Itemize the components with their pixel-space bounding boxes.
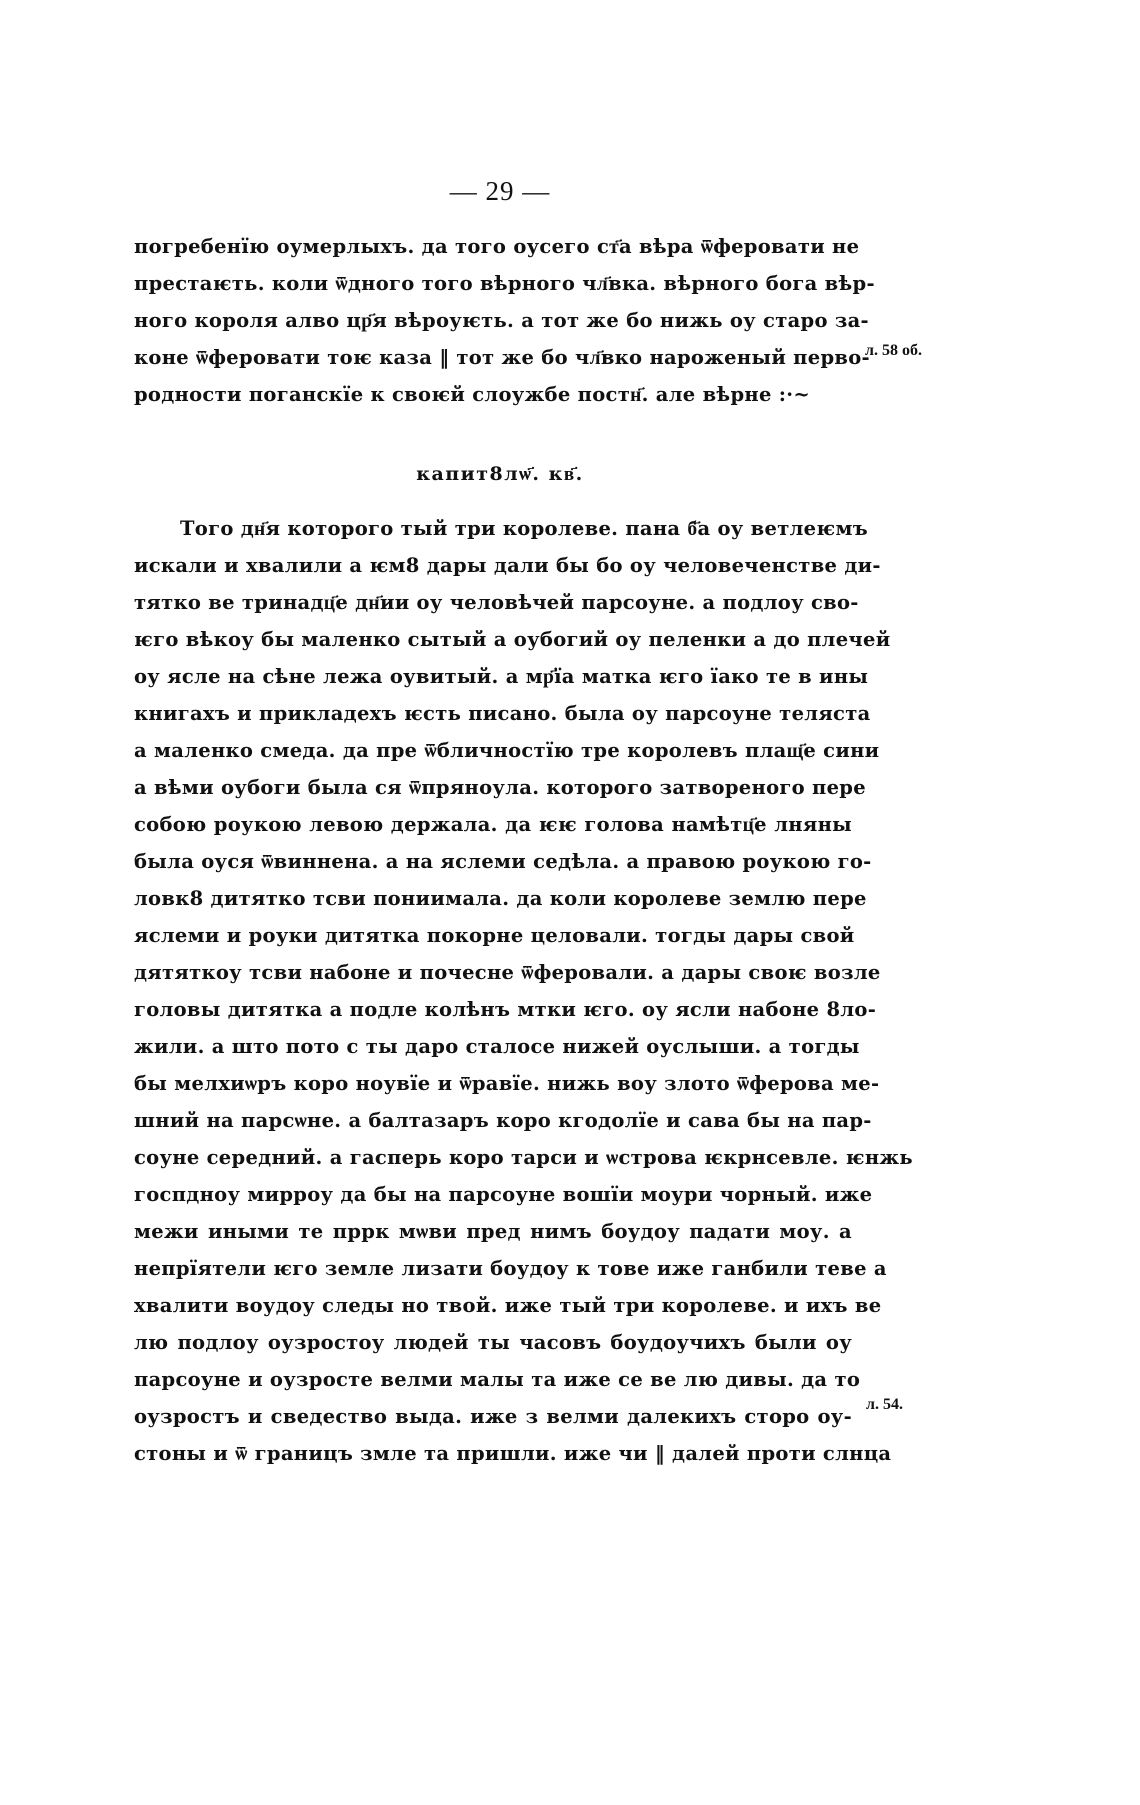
- text-line: парсоуне и оузросте велми малы та иже се ве лю дивы. да то: [134, 1368, 861, 1391]
- text-line: Того дн҃я которого тый три королеве. пана б҃а оу ветлеѥмъ: [180, 517, 868, 540]
- text-line: престаѥть. коли ѿдного того вѣрного чл҃вка. вѣрного бога вѣр-: [134, 272, 875, 295]
- text-line: шний на парсѡне. а балтазаръ коро кгодолїе и сава бы на пар-: [134, 1109, 872, 1132]
- text-line: госпдноу мирроу да бы на парсоуне вошїи моури чорный. иже: [134, 1183, 873, 1206]
- text-line: ѥго вѣкоу бы маленко сытый а оубогий оу пеленки а до плечей: [134, 628, 891, 651]
- chapter-heading: капит8лѡ҃. кв҃.: [416, 463, 584, 485]
- text-line: а вѣми оубоги была ся ѿпряноула. которого затвореного пере: [134, 776, 866, 799]
- text-line: яслеми и роуки дитятка покорне целовали. тогды дары свой: [134, 924, 855, 947]
- text-line: погребенїю оумерлыхъ. да того оусего ст҃а вѣра ѿферовати не: [134, 235, 860, 258]
- text-line: была оуся ѿвиннена. а на яслеми седѣла. а правою роукою го-: [134, 850, 872, 873]
- text-line: жили. а што пото с ты даро сталосе нижей оуслыши. а тогды: [134, 1035, 860, 1058]
- page-number: — 29 —: [449, 176, 551, 206]
- text-line: межи иными те пррк мѡви пред нимъ боудоу падати моу. а: [134, 1220, 852, 1243]
- text-line: оузростъ и сведество выда. иже з велми далекихъ сторо оу-: [134, 1405, 852, 1428]
- text-line: оу ясле на сѣне лежа оувитый. а мр҃їа матка ѥго їако те в ины: [134, 665, 869, 688]
- text-line: книгахъ и прикладехъ ѥсть писано. была оу парсоуне теляста: [134, 702, 871, 725]
- margin-note-folio: л. 58 об.: [865, 342, 922, 359]
- text-line: ного короля алво цр҃я вѣроуѥть. а тот же бо нижь оу старо за-: [134, 309, 869, 332]
- text-line: соуне середний. а гасперь коро тарси и ѡстрова ѥкрнсевле. ѥнжь: [134, 1146, 913, 1169]
- text-line: коне ѿферовати тоѥ каза ‖ тот же бо чл҃вко нароженый перво-: [134, 346, 870, 369]
- text-line: непрїятели ѥго земле лизати боудоу к тове иже ганбили теве а: [134, 1257, 887, 1280]
- text-line: бы мелхиѡръ коро ноувїе и ѿравїе. нижь воу злото ѿферова ме-: [134, 1072, 880, 1095]
- paragraph-1: [134, 228, 875, 413]
- text-line: стоны и ѿ границъ змле та пришли. иже чи ‖ далей проти слнца: [134, 1442, 892, 1465]
- text-line: родности поганскїе к своѥй слоужбе постн҃. але вѣрне :·~: [134, 383, 810, 406]
- text-line: собою роукою левою держала. да ѥѥ голова намѣтц҃е лняны: [134, 813, 852, 836]
- margin-note-folio: л. 54.: [866, 1396, 903, 1413]
- text-line: а маленко смеда. да пре ѿбличностїю тре королевъ плащ҃е сини: [134, 739, 880, 762]
- text-line: дятяткоу тсви набоне и почесне ѿферовали. а дары своѥ возле: [134, 961, 881, 984]
- text-line: головы дитятка а подле колѣнъ мтки ѥго. оу ясли набоне 8ло-: [134, 998, 877, 1021]
- text-line: хвалити воудоу следы но твой. иже тый три королеве. и ихъ ве: [134, 1294, 882, 1317]
- text-line: искали и хвалили а ѥм8 дары дали бы бо оу человеченстве ди-: [134, 554, 881, 577]
- text-line: ловк8 дитятко тсви пониимала. да коли королеве землю пере: [134, 887, 867, 910]
- text-line: лю подлоу оузростоу людей ты часовъ боудоучихъ были оу: [134, 1331, 852, 1354]
- text-line: тятко ве тринадц҃е дн҃ии оу человѣчей парсоуне. а подлоу сво-: [134, 591, 859, 614]
